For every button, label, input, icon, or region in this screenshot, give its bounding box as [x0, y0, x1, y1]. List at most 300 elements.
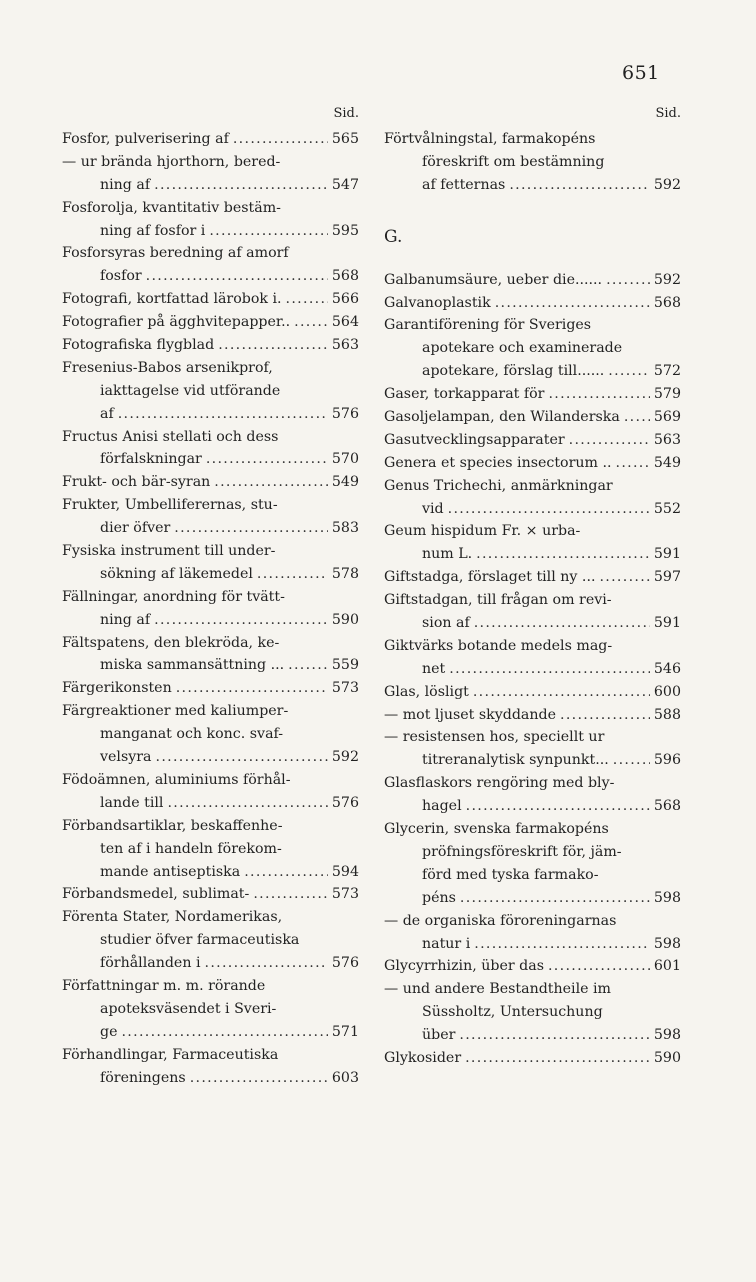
page-reference: 600: [653, 683, 681, 700]
page-reference: 564: [331, 314, 359, 331]
entry-text: Födoämnen, aluminiums förhål-: [62, 771, 291, 788]
entry-line: [384, 269, 681, 292]
entry-text: Galvanoplastik: [384, 294, 491, 311]
entry-text: titreranalytisk synpunkt...: [422, 752, 609, 769]
entry-text: mande antiseptiska: [100, 863, 241, 880]
dot-leader: [460, 887, 650, 910]
entry-line: [384, 749, 681, 772]
index-entry: [62, 151, 359, 197]
dot-leader: [233, 128, 328, 151]
entry-line: [62, 609, 359, 632]
dot-leader: [624, 406, 650, 429]
page-reference: 592: [331, 749, 359, 766]
section-letter: G.: [384, 226, 403, 247]
entry-text: Gaser, torkapparat för: [384, 386, 545, 403]
entry-line: [62, 815, 359, 838]
dot-leader: [190, 1067, 328, 1090]
entry-text: Författningar m. m. rörande: [62, 977, 266, 994]
dot-leader: [118, 403, 328, 426]
page-reference: 569: [653, 409, 681, 426]
entry-text: Färgerikonsten: [62, 680, 172, 697]
entry-text: Förenta Stater, Nordamerikas,: [62, 909, 283, 926]
index-entry: [384, 314, 681, 383]
entry-line: [384, 1001, 681, 1024]
entry-line: [62, 265, 359, 288]
entry-text: ning af: [100, 176, 151, 193]
index-entry: [384, 520, 681, 566]
page-reference: 568: [653, 294, 681, 311]
dot-leader: [154, 609, 328, 632]
entry-line: [384, 498, 681, 521]
entry-text: ning af: [100, 611, 151, 628]
entry-line: [62, 700, 359, 723]
entry-line: [384, 658, 681, 681]
page-reference: 592: [653, 271, 681, 288]
dot-leader: [599, 566, 649, 589]
entry-text: Fältspatens, den blekröda, ke-: [62, 634, 280, 651]
entry-text: Färgreaktioner med kaliumper-: [62, 703, 289, 720]
entry-text: Fosforsyras beredning af amorf: [62, 245, 289, 262]
entry-line: [62, 471, 359, 494]
entry-text: manganat och konc. svaf-: [100, 726, 284, 743]
entry-line: [62, 357, 359, 380]
page-reference: 595: [331, 222, 359, 239]
entry-line: [62, 586, 359, 609]
entry-line: [384, 1024, 681, 1047]
entry-line: [384, 841, 681, 864]
page-reference: 549: [653, 454, 681, 471]
entry-text: Frukter, Umbelliferernas, stu-: [62, 497, 278, 514]
entry-text: föreningens: [100, 1069, 186, 1086]
entry-text: natur i: [422, 935, 471, 952]
entry-line: [384, 475, 681, 498]
page-reference: 576: [331, 794, 359, 811]
dot-leader: [473, 681, 650, 704]
index-entry: [384, 269, 681, 292]
entry-line: [384, 726, 681, 749]
page-reference: 590: [653, 1049, 681, 1066]
dot-leader: [146, 265, 328, 288]
entry-line: [62, 883, 359, 906]
index-entry: [384, 978, 681, 1047]
index-entry: [62, 906, 359, 975]
page-reference: 571: [331, 1023, 359, 1040]
entry-text: num L.: [422, 546, 473, 563]
page-reference: 568: [653, 798, 681, 815]
index-entry: [62, 471, 359, 494]
entry-text: iakttagelse vid utförande: [100, 382, 281, 399]
dot-leader: [214, 471, 328, 494]
index-entry: [384, 1047, 681, 1070]
page-reference: 598: [653, 935, 681, 952]
dot-leader: [288, 654, 328, 677]
entry-text: vid: [422, 500, 444, 517]
index-entry: [62, 242, 359, 288]
dot-leader: [121, 1021, 327, 1044]
index-entry: [384, 818, 681, 910]
entry-text: miska sammansättning ...: [100, 657, 285, 674]
entry-line: [62, 1044, 359, 1067]
page-reference: 596: [653, 752, 681, 769]
dot-leader: [206, 448, 328, 471]
entry-text: über: [422, 1027, 456, 1044]
entry-text: Süssholtz, Untersuchung: [422, 1004, 603, 1021]
entry-line: [384, 566, 681, 589]
entry-text: Förbandsmedel, sublimat-: [62, 886, 250, 903]
entry-text: Glycerin, svenska farmakopéns: [384, 821, 609, 838]
index-entry: [62, 815, 359, 884]
entry-line: [384, 864, 681, 887]
dot-leader: [156, 746, 328, 769]
entry-text: Gasutvecklingsapparater: [384, 431, 565, 448]
dot-leader: [209, 220, 328, 243]
page-reference: 549: [331, 474, 359, 491]
entry-line: [62, 311, 359, 334]
page-reference: 573: [331, 886, 359, 903]
entry-text: Förtvålningstal, farmakopéns: [384, 131, 596, 147]
page-reference: 579: [653, 386, 681, 403]
page-reference: 573: [331, 680, 359, 697]
entry-line: [62, 403, 359, 426]
page-reference: 588: [653, 706, 681, 723]
page-reference: 598: [653, 1027, 681, 1044]
dot-leader: [449, 658, 650, 681]
entry-text: förfalskningar: [100, 451, 202, 468]
dot-leader: [474, 612, 650, 635]
dot-leader: [560, 704, 650, 727]
entry-line: [62, 1021, 359, 1044]
entry-line: [384, 1047, 681, 1070]
entry-line: [62, 906, 359, 929]
entry-line: [384, 635, 681, 658]
entry-text: Giktvärks botande medels mag-: [384, 637, 613, 654]
entry-text: Förbandsartiklar, beskaffenhe-: [62, 817, 283, 834]
dot-leader: [448, 498, 650, 521]
index-entry: [62, 677, 359, 700]
entry-text: sion af: [422, 615, 470, 632]
page-reference: 563: [331, 337, 359, 354]
entry-text: Gasoljelampan, den Wilanderska: [384, 409, 620, 426]
index-entry: [62, 540, 359, 586]
dot-leader: [286, 288, 328, 311]
index-entry: [384, 383, 681, 406]
dot-leader: [205, 952, 328, 975]
index-entry: [62, 975, 359, 1044]
index-entry: [384, 292, 681, 315]
page-reference: 598: [653, 889, 681, 906]
dot-leader: [474, 933, 650, 956]
entry-line: [62, 998, 359, 1021]
entry-line: [62, 334, 359, 357]
entry-text: Fotografi, kortfattad lärobok i.: [62, 291, 282, 308]
entry-line: [384, 955, 681, 978]
index-entry: [62, 769, 359, 815]
page-reference: 572: [653, 363, 681, 380]
entry-line: [62, 494, 359, 517]
entry-text: pröfningsföreskrift för, jäm-: [422, 843, 622, 860]
entry-line: [62, 242, 359, 265]
entry-line: [62, 975, 359, 998]
dot-leader: [244, 861, 328, 884]
entry-text: fosfor: [100, 268, 142, 285]
entry-line: [62, 517, 359, 540]
index-entry: [62, 288, 359, 311]
entry-line: [384, 314, 681, 337]
index-entry: [384, 681, 681, 704]
page-reference: 594: [331, 863, 359, 880]
dot-leader: [548, 955, 650, 978]
index-entry: [62, 632, 359, 678]
entry-line: [384, 818, 681, 841]
entry-text: Förhandlingar, Farmaceutiska: [62, 1046, 279, 1063]
entry-line: [384, 704, 681, 727]
index-entry: [62, 334, 359, 357]
dot-leader: [257, 563, 328, 586]
dot-leader: [154, 174, 328, 197]
page-reference: 552: [653, 500, 681, 517]
entry-text: sökning af läkemedel: [100, 565, 253, 582]
entry-line: [62, 838, 359, 861]
entry-line: [62, 746, 359, 769]
entry-text: Glykosider: [384, 1049, 462, 1066]
index-entry: [384, 128, 681, 197]
page-reference: 583: [331, 520, 359, 537]
page-reference: 576: [331, 405, 359, 422]
entry-text: studier öfver farmaceutiska: [100, 932, 300, 949]
index-entry: [384, 452, 681, 475]
entry-text: lande till: [100, 794, 164, 811]
index-entry: [62, 883, 359, 906]
entry-line: [384, 772, 681, 795]
entry-line: [62, 861, 359, 884]
entry-text: Fysiska instrument till under-: [62, 543, 276, 560]
entry-line: [62, 151, 359, 174]
entry-line: [384, 681, 681, 704]
entry-line: [384, 978, 681, 1001]
index-entry: [384, 589, 681, 635]
dot-leader: [253, 883, 328, 906]
entry-line: [384, 910, 681, 933]
page-reference: 590: [331, 611, 359, 628]
entry-line: [384, 383, 681, 406]
entry-text: Fosforolja, kvantitativ bestäm-: [62, 199, 281, 216]
entry-list-left: [62, 128, 359, 1089]
dot-leader: [495, 292, 650, 315]
index-entry: [384, 772, 681, 818]
entry-line: [62, 220, 359, 243]
dot-leader: [176, 677, 328, 700]
entry-line: [62, 677, 359, 700]
dot-leader: [608, 360, 650, 383]
entry-text: — und andere Bestandtheile im: [384, 981, 612, 998]
entry-line: [384, 520, 681, 543]
entry-text: Giftstadgan, till frågan om revi-: [384, 592, 612, 609]
entry-line: [384, 429, 681, 452]
entry-text: Fosfor, pulverisering af: [62, 131, 229, 147]
entry-text: Fotografiska flygblad: [62, 337, 215, 354]
index-entry: [62, 357, 359, 426]
dot-leader: [616, 452, 650, 475]
entry-line: [384, 360, 681, 383]
entry-text: föreskrift om bestämning: [422, 153, 605, 170]
page-reference: 570: [331, 451, 359, 468]
page-reference: 591: [653, 546, 681, 563]
entry-text: hagel: [422, 798, 462, 815]
index-entry: [62, 494, 359, 540]
entry-text: ten af i handeln förekom-: [100, 840, 282, 857]
page-reference: 568: [331, 268, 359, 285]
entry-text: Glas, lösligt: [384, 683, 469, 700]
entry-text: Galbanumsäure, ueber die......: [384, 271, 603, 288]
entry-text: förd med tyska farmako-: [422, 866, 599, 883]
sid-header-right: Sid.: [655, 106, 681, 121]
entry-text: net: [422, 660, 446, 677]
entry-line: [384, 933, 681, 956]
entry-line: [384, 543, 681, 566]
entry-line: [62, 563, 359, 586]
entry-text: — mot ljuset skyddande: [384, 706, 556, 723]
entry-list-right: [384, 269, 681, 1070]
entry-line: [62, 1067, 359, 1090]
page-reference: 597: [653, 569, 681, 586]
entry-text: Genera et species insectorum ..: [384, 454, 612, 471]
entry-line: [384, 151, 681, 174]
index-entry: [62, 311, 359, 334]
index-entry: [62, 197, 359, 243]
entry-text: ge: [100, 1023, 118, 1040]
entry-text: péns: [422, 889, 456, 906]
entry-line: [384, 406, 681, 429]
entry-line: [62, 929, 359, 952]
entry-text: ning af fosfor i: [100, 222, 206, 239]
index-column-left: [62, 104, 359, 1089]
entry-text: apotekare, förslag till......: [422, 363, 605, 380]
page-reference: 576: [331, 955, 359, 972]
dot-leader: [174, 517, 328, 540]
entry-line: [384, 292, 681, 315]
page-reference: 547: [331, 176, 359, 193]
dot-leader: [459, 1024, 650, 1047]
entry-text: af: [100, 405, 114, 422]
index-entry: [384, 406, 681, 429]
entry-text: Frukt- och bär-syran: [62, 474, 211, 491]
page-number: 651: [622, 62, 660, 84]
entry-text: Fotografier på ägghvitepapper..: [62, 314, 291, 331]
index-entry: [62, 426, 359, 472]
entry-line: [62, 426, 359, 449]
index-column-right: [384, 104, 681, 1070]
entry-list-right-top: [384, 128, 681, 197]
entry-line: [384, 174, 681, 197]
dot-leader: [466, 795, 650, 818]
entry-text: förhållanden i: [100, 955, 201, 972]
entry-line: [62, 174, 359, 197]
index-entry: [62, 1044, 359, 1090]
entry-text: Giftstadga, förslaget till ny ...: [384, 569, 596, 586]
dot-leader: [569, 429, 650, 452]
dot-leader: [509, 174, 650, 197]
entry-line: [384, 452, 681, 475]
index-entry: [384, 429, 681, 452]
page-reference: 563: [653, 431, 681, 448]
entry-text: dier öfver: [100, 520, 171, 537]
entry-text: Geum hispidum Fr. × urba-: [384, 523, 581, 540]
entry-line: [62, 288, 359, 311]
dot-leader: [613, 749, 650, 772]
page-reference: 565: [331, 131, 359, 147]
dot-leader: [294, 311, 328, 334]
page-reference: 601: [653, 958, 681, 975]
index-entry: [62, 586, 359, 632]
sid-header-left: Sid.: [333, 106, 359, 121]
dot-leader: [167, 792, 327, 815]
page-reference: 546: [653, 660, 681, 677]
dot-leader: [606, 269, 650, 292]
entry-text: Fällningar, anordning för tvätt-: [62, 588, 285, 605]
page-reference: 592: [653, 176, 681, 193]
index-entry: [384, 475, 681, 521]
entry-line: [62, 723, 359, 746]
index-entry: [62, 700, 359, 769]
index-entry: [62, 128, 359, 151]
entry-text: — de organiska föroreningarnas: [384, 912, 617, 929]
entry-line: [62, 769, 359, 792]
entry-line: [62, 197, 359, 220]
index-entry: [384, 704, 681, 727]
entry-text: apotekare och examinerade: [422, 340, 623, 357]
page-reference: 559: [331, 657, 359, 674]
entry-line: [62, 380, 359, 403]
entry-line: [62, 448, 359, 471]
entry-line: [62, 792, 359, 815]
index-entry: [384, 635, 681, 681]
entry-text: — ur brända hjorthorn, bered-: [62, 153, 281, 170]
page-reference: 578: [331, 565, 359, 582]
entry-line: [62, 632, 359, 655]
entry-text: Garantiförening för Sveriges: [384, 317, 592, 334]
entry-text: Glasflaskors rengöring med bly-: [384, 775, 615, 792]
entry-text: Fructus Anisi stellati och dess: [62, 428, 279, 445]
entry-text: — resistensen hos, speciellt ur: [384, 729, 605, 746]
index-entry: [384, 955, 681, 978]
dot-leader: [218, 334, 328, 357]
entry-text: Fresenius-Babos arsenikprof,: [62, 359, 273, 376]
entry-line: [62, 654, 359, 677]
index-entry: [384, 910, 681, 956]
dot-leader: [465, 1047, 650, 1070]
entry-line: [62, 540, 359, 563]
entry-line: [384, 589, 681, 612]
index-entry: [384, 726, 681, 772]
entry-line: [384, 795, 681, 818]
entry-line: [384, 128, 681, 151]
entry-text: af fetternas: [422, 176, 506, 193]
entry-text: velsyra: [100, 749, 152, 766]
page-reference: 603: [331, 1069, 359, 1086]
dot-leader: [476, 543, 650, 566]
entry-line: [62, 952, 359, 975]
index-entry: [384, 566, 681, 589]
entry-line: [384, 612, 681, 635]
page-reference: 591: [653, 615, 681, 632]
entry-line: [62, 128, 359, 151]
entry-text: Glycyrrhizin, über das: [384, 958, 544, 975]
entry-line: [384, 887, 681, 910]
entry-line: [384, 337, 681, 360]
dot-leader: [548, 383, 649, 406]
entry-text: Genus Trichechi, anmärkningar: [384, 477, 613, 494]
entry-text: apoteksväsendet i Sveri-: [100, 1000, 277, 1017]
